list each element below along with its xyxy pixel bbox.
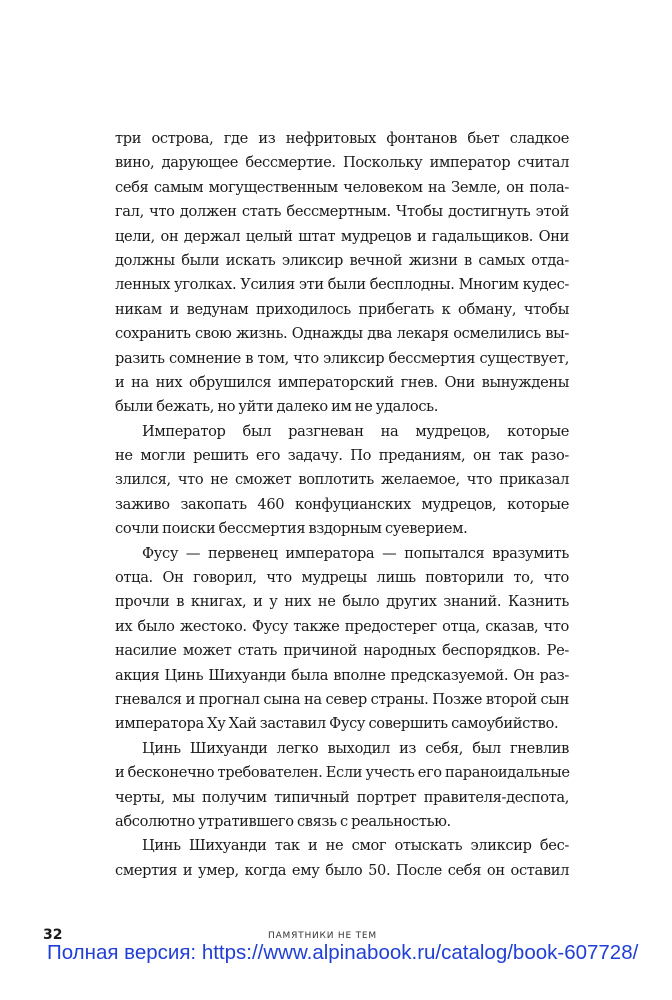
text-line: прочли в книгах, и у них не было других знаний. Казнить [115,593,569,611]
text-line: сохранить свою жизнь. Однажды два лекаря осмелились вы- [115,325,569,343]
page-body [115,127,569,883]
text-line: Император был разгневан на мудрецов, которые [142,422,569,440]
text-line: акция Цинь Шихуанди была вполне предсказуемой. Он раз- [115,666,569,684]
text-line: и бесконечно требователен. Если учесть его параноидальные [115,764,570,782]
text-line: себя самым могущественным человеком на Земле, он пола- [115,178,569,196]
text-line: их было жестоко. Фусу также предостерег отца, сказав, что [115,617,569,635]
page-number: 32 [43,927,63,943]
paragraph-1 [115,127,569,420]
running-title: ПАМЯТНИКИ НЕ ТЕМ [268,931,377,941]
text-line: гал, что должен стать бессмертным. Чтобы достигнуть этой [115,203,569,221]
text-line: Фусу — первенец императора — попытался вразумить [142,544,569,562]
full-version-link[interactable]: Полная версия: https://www.alpinabook.ru/catalog/book-607728/ [47,941,639,964]
text-line: и на них обрушился императорский гнев. Они вынуждены [115,373,569,391]
text-line: императора Ху Хай заставил Фусу совершить самоубийство. [115,715,559,733]
text-line: насилие может стать причиной народных беспорядков. Ре- [115,642,569,660]
text-line: ленных уголках. Усилия эти были бесплодны. Многим кудес- [115,276,569,294]
text-line: цели, он держал целый штат мудрецов и гадальщиков. Они [115,227,569,245]
paragraph-3 [115,542,569,737]
paragraph-2 [115,420,569,542]
text-line: никам и ведунам приходилось прибегать к обману, чтобы [115,300,569,318]
text-line: вино, дарующее бессмертие. Поскольку император считал [115,154,569,172]
text-line: должны были искать эликсир вечной жизни в самых отда- [115,251,569,269]
paragraph-4 [115,737,569,835]
text-line: разить сомнение в том, что эликсир бессмертия существует, [115,349,569,367]
text-line: гневался и прогнал сына на север страны. Позже второй сын [115,690,569,708]
paragraph-5 [115,834,569,883]
text-line: были бежать, но уйти далеко им не удалось. [115,398,439,416]
text-line: смертия и умер, когда ему было 50. После себя он оставил [115,861,569,879]
text-line: сочли поиски бессмертия вздорным суеверием. [115,520,468,538]
text-line: злился, что не сможет воплотить желаемое, что приказал [115,471,569,489]
text-line: Цинь Шихуанди легко выходил из себя, был гневлив [142,739,569,757]
text-line: не могли решить его задачу. По преданиям, он так разо- [115,447,569,465]
text-line: Цинь Шихуанди так и не смог отыскать эликсир бес- [142,837,569,855]
text-line: заживо закопать 460 конфуцианских мудрецов, которые [115,495,569,513]
text-line: отца. Он говорил, что мудрецы лишь повторили то, что [115,569,569,587]
text-line: абсолютно утратившего связь с реальностью. [115,812,451,830]
text-line: три острова, где из нефритовых фонтанов бьет сладкое [115,130,569,147]
text-line: черты, мы получим типичный портрет правителя-деспота, [115,788,569,806]
